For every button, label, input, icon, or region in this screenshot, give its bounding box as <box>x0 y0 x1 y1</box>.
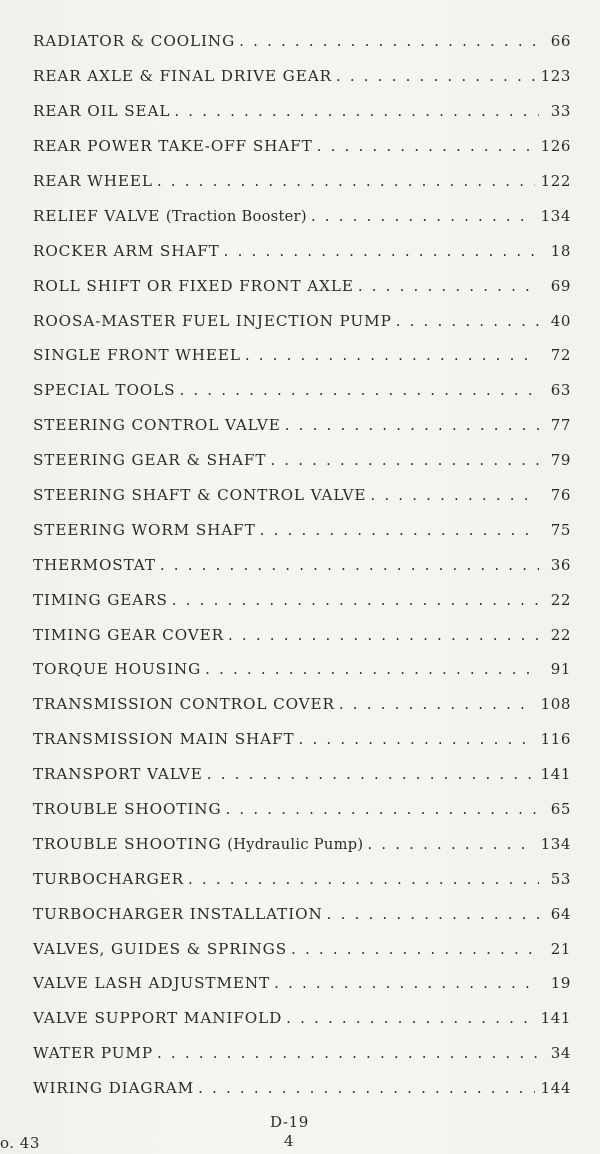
index-entry <box>33 443 571 478</box>
entry-page-number: 72 <box>550 346 571 365</box>
entry-title <box>33 870 184 888</box>
entry-title <box>33 451 266 469</box>
entry-title <box>33 172 153 190</box>
entry-page-number: 18 <box>550 241 571 260</box>
entry-title <box>33 1044 153 1062</box>
index-entry <box>33 59 571 94</box>
entry-page-number: 64 <box>550 904 571 923</box>
entry-title <box>33 242 220 260</box>
entry-title <box>33 102 170 120</box>
entry-title <box>33 67 332 85</box>
dot-leader <box>239 32 539 50</box>
entry-page-number: 108 <box>540 695 571 714</box>
dot-leader <box>160 556 539 574</box>
entry-title-text: TROUBLE SHOOTING <box>33 800 222 819</box>
entry-title <box>33 521 256 539</box>
entry-page-number: 36 <box>550 555 571 574</box>
entry-title-text: TORQUE HOUSING <box>33 660 202 679</box>
dot-leader <box>317 137 535 155</box>
footer-model-code: D-19 <box>270 1113 309 1131</box>
index-entry <box>33 1071 571 1106</box>
entry-title-text: STEERING WORM SHAFT <box>33 520 256 539</box>
entry-title-text: VALVES, GUIDES & SPRINGS <box>33 939 288 958</box>
entry-title-text: TURBOCHARGER <box>33 869 184 888</box>
entry-title-text: REAR OIL SEAL <box>33 102 171 121</box>
entry-title <box>33 765 203 783</box>
entry-title <box>33 137 313 155</box>
index-entry <box>33 408 571 443</box>
entry-page-number: 21 <box>550 939 571 958</box>
entry-title-text: TROUBLE SHOOTING <box>33 834 228 853</box>
entry-title <box>33 835 363 853</box>
entry-title-text: SPECIAL TOOLS <box>33 381 176 400</box>
entry-page-number: 53 <box>550 869 571 888</box>
index-entry <box>33 164 571 199</box>
entry-title-text: STEERING CONTROL VALVE <box>33 416 281 435</box>
entry-title-text: STEERING SHAFT & CONTROL VALVE <box>33 486 367 505</box>
entry-title-text: WIRING DIAGRAM <box>33 1079 195 1098</box>
entry-title-text: TURBOCHARGER INSTALLATION <box>33 904 323 923</box>
entry-page-number: 123 <box>540 67 571 86</box>
entry-title <box>33 940 287 958</box>
entry-title-text: VALVE SUPPORT MANIFOLD <box>33 1009 283 1028</box>
entry-title-text: THERMOSTAT <box>33 555 156 574</box>
dot-leader <box>311 207 535 225</box>
dot-leader <box>224 242 539 260</box>
dot-leader <box>172 591 539 609</box>
entry-page-number: 63 <box>550 381 571 400</box>
entry-subtitle: (Hydraulic Pump) <box>227 835 364 853</box>
entry-title <box>33 486 366 504</box>
entry-page-number: 77 <box>550 416 571 435</box>
index-entry <box>33 582 571 617</box>
index-entry <box>33 1036 571 1071</box>
entry-page-number: 91 <box>550 660 571 679</box>
index-entry <box>33 792 571 827</box>
entry-title <box>33 312 392 330</box>
dot-leader <box>245 346 539 364</box>
dot-leader <box>228 626 539 644</box>
entry-title-text: TRANSMISSION MAIN SHAFT <box>33 730 295 749</box>
index-entry <box>33 652 571 687</box>
entry-page-number: 65 <box>550 800 571 819</box>
dot-leader <box>291 940 539 958</box>
index-entry <box>33 896 571 931</box>
entry-title-text: VALVE LASH ADJUSTMENT <box>33 974 271 993</box>
entry-page-number: 22 <box>550 625 571 644</box>
dot-leader <box>327 905 539 923</box>
index-entry <box>33 687 571 722</box>
entry-title-text: SINGLE FRONT WHEEL <box>33 346 241 365</box>
entry-page-number: 19 <box>550 974 571 993</box>
entry-title <box>33 381 175 399</box>
index-entry <box>33 757 571 792</box>
dot-leader <box>188 870 539 888</box>
entry-title <box>33 695 335 713</box>
dot-leader <box>205 660 539 678</box>
corner-form-number: o. 43 <box>0 1134 40 1152</box>
entry-page-number: 79 <box>550 451 571 470</box>
entry-page-number: 40 <box>550 311 571 330</box>
dot-leader <box>179 381 539 399</box>
index-entry <box>33 547 571 582</box>
entry-page-number: 75 <box>550 520 571 539</box>
index-entry <box>33 861 571 896</box>
dot-leader <box>358 277 539 295</box>
index-entry <box>33 94 571 129</box>
entry-title <box>33 556 156 574</box>
entry-page-number: 66 <box>550 32 571 51</box>
dot-leader <box>260 521 539 539</box>
dot-leader <box>396 312 539 330</box>
entry-title-text: TRANSPORT VALVE <box>33 765 203 784</box>
entry-title <box>33 591 168 609</box>
entry-page-number: 34 <box>550 1044 571 1063</box>
entry-page-number: 116 <box>540 730 571 749</box>
index-list <box>33 24 571 1106</box>
entry-title-text: RELIEF VALVE <box>33 206 166 225</box>
index-entry <box>33 826 571 861</box>
index-entry <box>33 373 571 408</box>
entry-title <box>33 277 354 295</box>
dot-leader <box>274 974 539 992</box>
entry-title <box>33 660 201 678</box>
entry-page-number: 134 <box>540 834 571 853</box>
index-entry <box>33 1001 571 1036</box>
entry-title <box>33 626 224 644</box>
index-entry <box>33 512 571 547</box>
entry-title <box>33 416 281 434</box>
entry-page-number: 144 <box>540 1079 571 1098</box>
entry-page-number: 76 <box>550 486 571 505</box>
index-entry <box>33 198 571 233</box>
index-entry <box>33 478 571 513</box>
entry-title-text: WATER PUMP <box>33 1044 153 1063</box>
dot-leader <box>370 486 539 504</box>
index-entry <box>33 338 571 373</box>
entry-title-text: TRANSMISSION CONTROL COVER <box>33 695 335 714</box>
entry-subtitle: (Traction Booster) <box>165 207 307 225</box>
footer-page-number: 4 <box>284 1132 294 1150</box>
entry-title <box>33 1079 194 1097</box>
entry-title <box>33 1009 282 1027</box>
dot-leader <box>174 102 539 120</box>
entry-title <box>33 800 221 818</box>
dot-leader <box>270 451 539 469</box>
dot-leader <box>157 1044 539 1062</box>
index-entry <box>33 722 571 757</box>
dot-leader <box>225 800 539 818</box>
dot-leader <box>285 416 539 434</box>
index-entry <box>33 24 571 59</box>
entry-title <box>33 730 295 748</box>
index-entry <box>33 303 571 338</box>
entry-page-number: 22 <box>550 590 571 609</box>
entry-title-text: ROCKER ARM SHAFT <box>33 241 220 260</box>
dot-leader <box>157 172 535 190</box>
entry-title-text: ROOSA-MASTER FUEL INJECTION PUMP <box>33 311 392 330</box>
dot-leader <box>207 765 535 783</box>
entry-title-text: TIMING GEARS <box>33 590 168 609</box>
dot-leader <box>198 1079 534 1097</box>
entry-title-text: REAR WHEEL <box>33 172 153 190</box>
dot-leader <box>286 1009 534 1027</box>
entry-title <box>33 974 270 992</box>
entry-page-number: 122 <box>540 172 571 190</box>
index-entry <box>33 931 571 966</box>
entry-title-text: REAR POWER TAKE-OFF SHAFT <box>33 137 313 156</box>
entry-page-number: 126 <box>540 137 571 156</box>
index-entry <box>33 617 571 652</box>
entry-title-text: TIMING GEAR COVER <box>33 625 224 644</box>
dot-leader <box>339 695 535 713</box>
entry-title <box>33 32 235 50</box>
entry-title-text: STEERING GEAR & SHAFT <box>33 451 267 470</box>
index-entry <box>33 268 571 303</box>
entry-page-number: 69 <box>550 276 571 295</box>
dot-leader <box>336 67 535 85</box>
index-entry <box>33 233 571 268</box>
entry-title <box>33 346 241 364</box>
entry-title <box>33 905 323 923</box>
dot-leader <box>299 730 535 748</box>
dot-leader <box>367 835 534 853</box>
entry-page-number: 141 <box>540 1009 571 1028</box>
entry-title-text: RADIATOR & COOLING <box>33 32 236 51</box>
entry-title <box>33 207 307 225</box>
entry-page-number: 134 <box>540 206 571 225</box>
entry-page-number: 33 <box>550 102 571 121</box>
index-entry <box>33 129 571 164</box>
entry-title-text: ROLL SHIFT OR FIXED FRONT AXLE <box>33 276 354 295</box>
entry-page-number: 141 <box>540 765 571 784</box>
entry-title-text: REAR AXLE & FINAL DRIVE GEAR <box>33 67 332 86</box>
index-entry <box>33 966 571 1001</box>
